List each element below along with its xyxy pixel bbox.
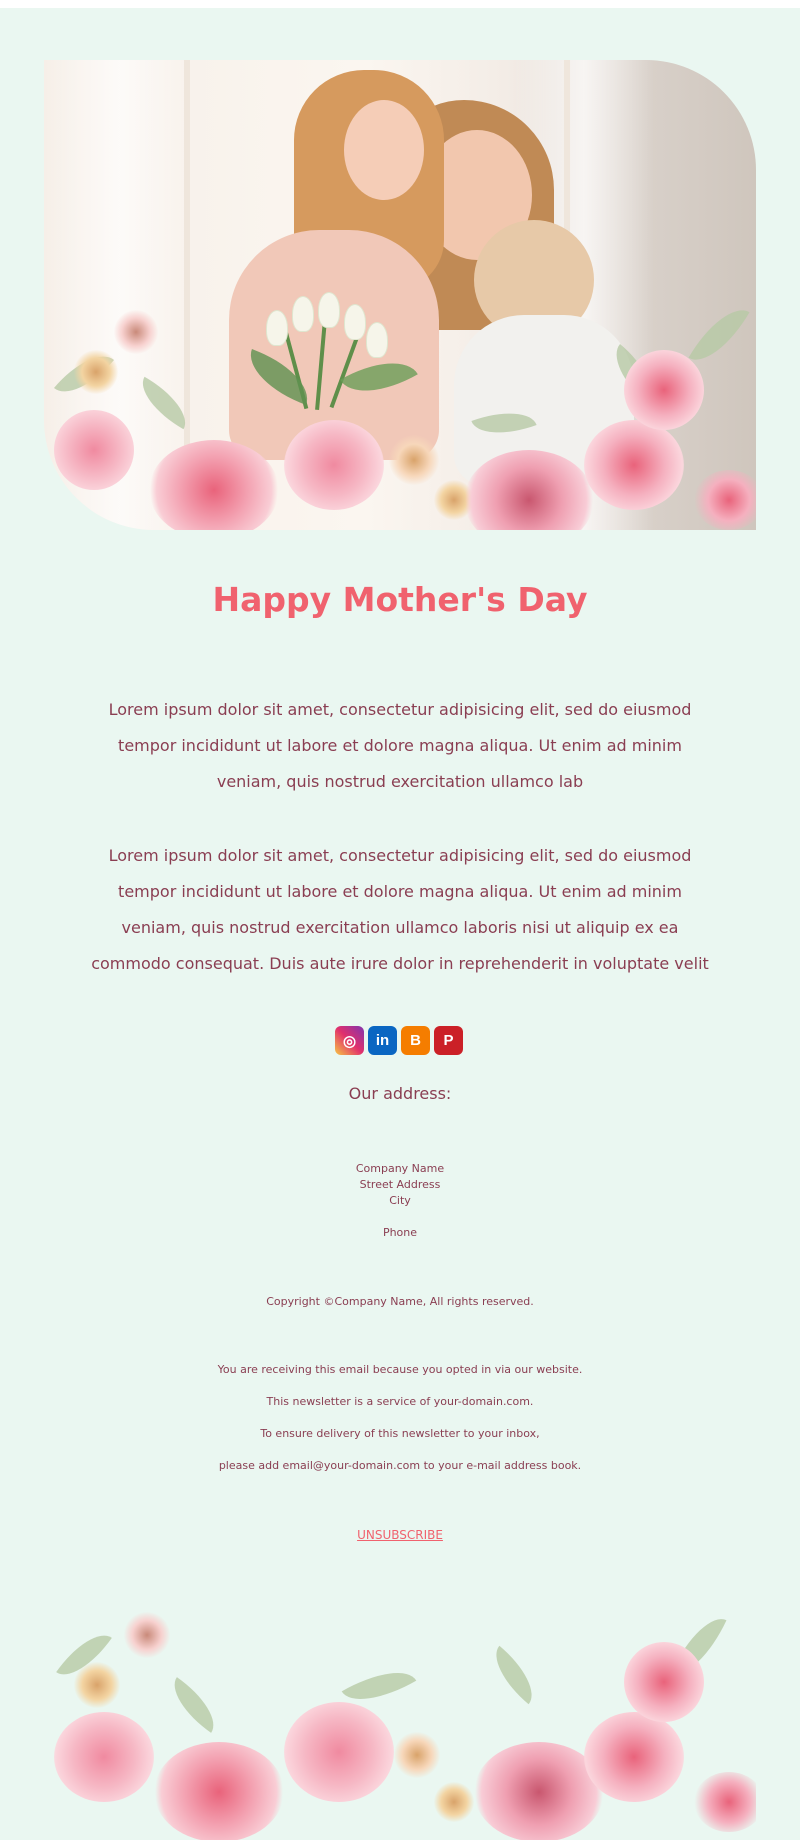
tulip bbox=[318, 292, 340, 328]
address-street: Street Address bbox=[359, 1178, 441, 1191]
tulip bbox=[292, 296, 314, 332]
tulip bbox=[366, 322, 388, 358]
tulip bbox=[344, 304, 366, 340]
yellow-flower bbox=[74, 350, 118, 394]
email-body bbox=[0, 8, 800, 1840]
pink-rose bbox=[154, 1742, 284, 1840]
copyright-text: Copyright ©Company Name, All rights reserved. bbox=[266, 1295, 534, 1308]
intro-paragraph: Lorem ipsum dolor sit amet, consectetur adipisicing elit, sed do eiusmod tempor incididunt ut labore et dolore magna aliqua. Ut enim ad minim veniam, quis nostrud exercitation ullamco lab bbox=[108, 700, 692, 791]
pink-flower bbox=[284, 420, 384, 510]
social-links bbox=[335, 1026, 465, 1056]
address-heading: Our address: bbox=[348, 1084, 452, 1103]
yellow-flower bbox=[74, 1662, 120, 1708]
linkedin-icon[interactable]: in bbox=[368, 1026, 397, 1055]
instagram-icon[interactable]: ◎ bbox=[335, 1026, 364, 1055]
pink-flower bbox=[584, 1712, 684, 1802]
tulip bbox=[266, 310, 288, 346]
pink-flower bbox=[54, 1712, 154, 1802]
unsubscribe-link[interactable]: UNSUBSCRIBE bbox=[357, 1528, 443, 1542]
bottom-floral-border bbox=[44, 1602, 756, 1840]
address-city: City bbox=[389, 1194, 411, 1207]
footer-line: please add email@your-domain.com to your e-mail address book. bbox=[218, 1459, 582, 1472]
page-title: Happy Mother's Day bbox=[212, 580, 588, 619]
small-flower bbox=[124, 1612, 170, 1658]
blogger-icon[interactable]: B bbox=[401, 1026, 430, 1055]
pink-flower bbox=[694, 470, 756, 530]
footer-line: To ensure delivery of this newsletter to your inbox, bbox=[260, 1427, 540, 1440]
address-company: Company Name bbox=[355, 1162, 445, 1175]
address-phone: Phone bbox=[382, 1226, 418, 1239]
pink-rose bbox=[149, 440, 279, 530]
pinterest-icon[interactable]: P bbox=[434, 1026, 463, 1055]
pink-flower bbox=[284, 1702, 394, 1802]
pink-flower bbox=[694, 1772, 756, 1832]
peach-flower bbox=[394, 1732, 440, 1778]
hero-image bbox=[44, 60, 756, 530]
pink-flower bbox=[54, 410, 134, 490]
unsubscribe-row bbox=[0, 1527, 800, 1544]
pink-flower bbox=[584, 420, 684, 510]
small-flower bbox=[114, 310, 158, 354]
body-paragraph: Lorem ipsum dolor sit amet, consectetur adipisicing elit, sed do eiusmod tempor incididunt ut labore et dolore magna aliqua. Ut enim ad minim veniam, quis nostrud exercitation ullamco laboris nisi ut aliquip ex ea commodo consequat. Duis aute irure dolor in reprehenderit in voluptate velit bbox=[91, 846, 709, 973]
footer-line: This newsletter is a service of your-domain.com. bbox=[266, 1395, 534, 1408]
yellow-flower bbox=[434, 1782, 474, 1822]
pink-flower bbox=[624, 350, 704, 430]
pink-flower bbox=[624, 1642, 704, 1722]
peach-flower bbox=[389, 435, 439, 485]
footer-line: You are receiving this email because you opted in via our website. bbox=[217, 1363, 583, 1376]
girl-face bbox=[344, 100, 424, 200]
